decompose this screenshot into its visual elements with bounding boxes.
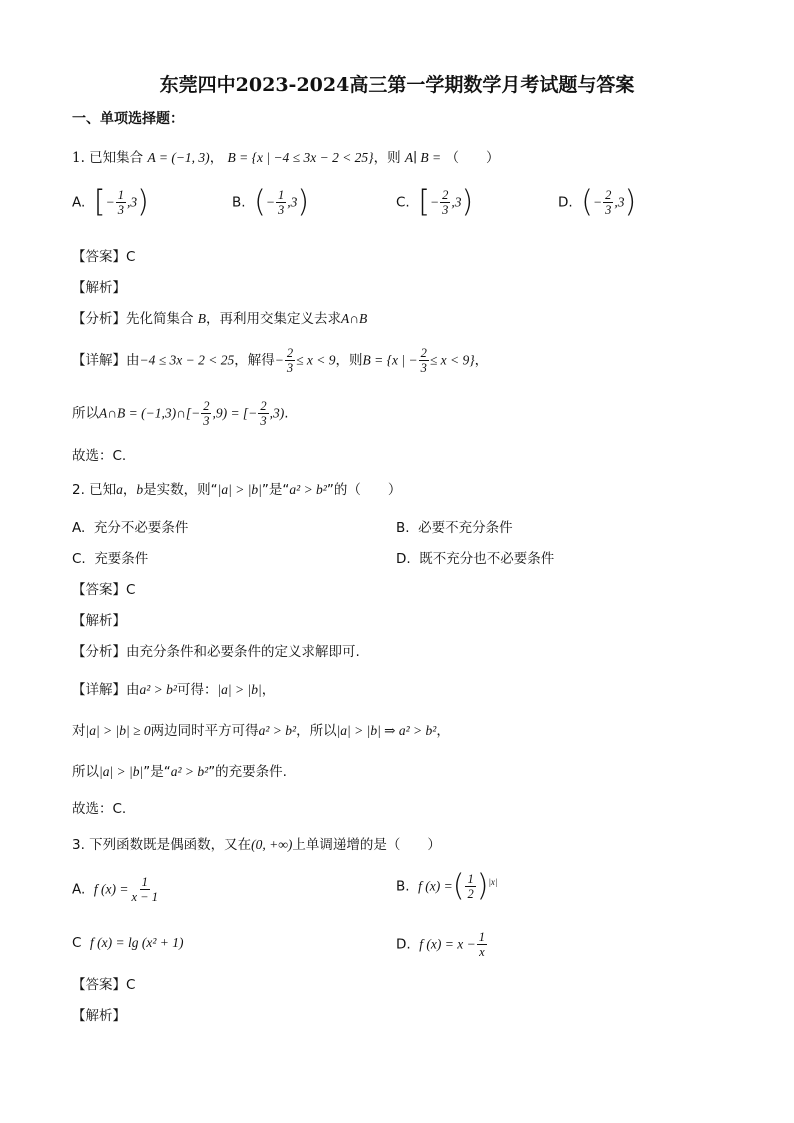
q3-option-a[interactable] — [72, 875, 161, 904]
q2-detail-b: 可得： — [176, 682, 218, 698]
q2-l2c: ，所以 — [296, 723, 337, 739]
frac-num: 1 — [278, 188, 285, 202]
option-label: D. — [396, 551, 411, 567]
option-label: A. — [72, 194, 86, 211]
option-label: C. — [72, 551, 86, 567]
q1-neg: − — [274, 352, 284, 368]
option-label: B. — [232, 194, 246, 211]
q3-b-frac — [465, 872, 475, 901]
q1-frac3 — [201, 399, 211, 428]
q3-a-frac — [129, 875, 159, 904]
option-tail: ,3 — [451, 194, 462, 210]
q2-detail-2 — [72, 719, 450, 739]
q1-jiede: ，解得 — [234, 352, 275, 369]
q2-cond2: a² > b² — [289, 482, 327, 497]
q2-option-d[interactable] — [396, 547, 554, 567]
q1-answer: 【答案】C — [72, 249, 136, 265]
q1-stem-text: 1. 已知集合 — [72, 150, 144, 166]
frac-num: 2 — [286, 346, 294, 360]
q1-bset-b: ≤ x < 9} — [429, 352, 475, 368]
option-tail: ,3 — [287, 194, 298, 210]
frac-num: 2 — [260, 399, 267, 413]
q1-paren: （ ） — [445, 150, 500, 166]
q3-option-c[interactable] — [72, 935, 184, 951]
frac-num: 2 — [605, 188, 612, 202]
frac-den: 3 — [260, 414, 267, 428]
q2-choose: 故选：C. — [72, 801, 127, 817]
paren-close: ) — [476, 868, 489, 904]
q3-stem-a: 3. 下列函数既是偶函数，又在 — [72, 837, 252, 853]
frac-num: 1 — [117, 188, 124, 202]
frac-num: 1 — [141, 875, 148, 889]
q3-option-b[interactable] — [396, 868, 498, 904]
q3-jiexi: 【解析】 — [72, 1008, 126, 1024]
q2-detail-a: 【详解】由 — [72, 682, 140, 698]
q3-b-exp: |x| — [488, 877, 498, 887]
page-title: 东莞四中2023-2024高三第一学期数学月考试题与答案 — [159, 74, 635, 96]
bracket-open: [ — [93, 184, 106, 220]
bracket-open: [ — [418, 184, 431, 220]
q2-l3b: ”是“ — [143, 764, 171, 780]
option-label: B. — [396, 520, 410, 536]
frac-den: 3 — [420, 361, 427, 375]
q2-l3expr: |a| > |b| — [99, 764, 144, 779]
frac-num: 2 — [203, 399, 210, 413]
q3-answer: 【答案】C — [72, 977, 136, 993]
q3-d-f: f (x) = x − — [419, 936, 476, 952]
option-sign: − — [105, 194, 115, 210]
q1-then: ，则 — [373, 150, 401, 166]
q1-detail — [72, 346, 488, 375]
q3-c-f: f (x) = lg (x² + 1) — [90, 935, 184, 950]
q1-frac2 — [419, 346, 429, 375]
q2-a: a — [116, 482, 123, 497]
q2-l3c: ”的充要条件. — [208, 764, 287, 780]
q1-ineq: −4 ≤ 3x − 2 < 25 — [139, 352, 235, 368]
frac-den: 2 — [467, 887, 474, 901]
option-tail: ,3 — [126, 194, 138, 210]
q1-detail-text: 【详解】由 — [72, 352, 140, 369]
q2-expr1: a² > b² — [139, 682, 177, 697]
q1-cap-b: ,9) = [− — [212, 405, 258, 421]
option-label: D. — [396, 936, 411, 953]
q2-l3expr2: a² > b² — [170, 764, 209, 779]
paren-open: ( — [452, 868, 465, 904]
frac-den: 3 — [117, 203, 124, 217]
option-frac — [603, 188, 613, 217]
q2-l2a: 对 — [72, 723, 86, 739]
q3-interval: (0, +∞) — [251, 837, 293, 852]
frac-num: 2 — [442, 188, 449, 202]
q1-set-b: B = {x | −4 ≤ 3x − 2 < 25} — [227, 150, 374, 165]
q1-ask: A∣ B = — [404, 150, 442, 165]
q2-l3a: 所以 — [72, 764, 99, 780]
frac-den: x − 1 — [131, 890, 158, 904]
q2-l2expr: |a| > |b| ≥ 0 — [85, 723, 151, 738]
q1-frac4 — [258, 399, 268, 428]
q2-detail-3 — [72, 760, 287, 780]
q2-option-b[interactable] — [396, 516, 513, 536]
frac-den: 3 — [278, 203, 285, 217]
q1-analysis-text: 【分析】先化简集合 — [72, 311, 194, 327]
q2-analysis: 【分析】由充分条件和必要条件的定义求解即可. — [72, 644, 360, 660]
q2-detail — [72, 678, 275, 698]
q1-lt9: ≤ x < 9 — [296, 352, 336, 368]
bracket-close: ) — [624, 184, 637, 220]
q1-comma: ， — [209, 150, 224, 166]
q3-d-frac — [477, 930, 487, 959]
frac-den: x — [479, 945, 485, 959]
q2-stem-b: ， — [122, 482, 137, 498]
q3-stem-b: 上单调递增的是（ ） — [292, 837, 441, 853]
frac-num: 1 — [467, 872, 474, 886]
q2-jiexi: 【解析】 — [72, 613, 126, 629]
q1-comma2: ， — [474, 352, 489, 369]
bracket-open: ( — [581, 184, 593, 220]
q1-period: . — [284, 405, 289, 422]
option-label: A. — [72, 881, 86, 898]
q2-l2b: 两边同时平方可得 — [150, 723, 259, 739]
q1-option-d[interactable] — [558, 184, 637, 220]
q1-choose: 故选：C. — [72, 448, 127, 464]
option-frac — [116, 188, 126, 217]
q2-stem-c: 是实数，则“ — [143, 482, 218, 498]
q2-l2d: ， — [436, 723, 450, 739]
q1-set-a: A = (−1, 3) — [147, 150, 210, 165]
option-label: C. — [396, 194, 410, 211]
q3-a-f: f (x) = — [93, 881, 129, 897]
q1-stem — [72, 146, 499, 166]
q2-detail-c: ， — [261, 682, 276, 698]
q1-analysis-end: A∩B — [341, 311, 368, 326]
q2-b: b — [136, 482, 144, 497]
option-sign: − — [265, 194, 275, 210]
q2-stem-e: ”的（ ） — [326, 482, 402, 498]
option-frac — [276, 188, 286, 217]
option-text: 充分不必要条件 — [93, 520, 189, 536]
option-label: A. — [72, 520, 86, 536]
option-sign: − — [430, 194, 440, 210]
q1-analysis-mid: ，再利用交集定义去求 — [206, 311, 342, 327]
q1-frac — [285, 346, 295, 375]
q1-analysis-b: B — [197, 311, 207, 326]
option-frac — [440, 188, 450, 217]
frac-den: 3 — [442, 203, 449, 217]
q2-option-a[interactable] — [72, 516, 188, 536]
q2-stem-d: ”是“ — [261, 482, 290, 498]
q2-stem-a: 2. 已知 — [72, 482, 117, 498]
q1-analysis — [72, 307, 367, 327]
frac-den: 3 — [286, 361, 294, 375]
q1-then-b: ，则 — [335, 352, 363, 369]
q2-expr2: |a| > |b| — [217, 682, 262, 697]
section-heading: 一、单项选择题： — [72, 111, 184, 127]
bracket-close: ) — [461, 184, 474, 220]
q1-jiexi: 【解析】 — [72, 280, 126, 296]
bracket-open: ( — [254, 184, 266, 220]
q2-answer: 【答案】C — [72, 582, 136, 598]
option-label: D. — [558, 194, 573, 211]
q2-l2expr2: a² > b² — [258, 723, 297, 738]
q1-cap-a: A∩B = (−1,3)∩[− — [99, 405, 201, 421]
option-tail: ,3 — [614, 194, 625, 210]
q1-bset-a: B = {x | − — [362, 352, 418, 368]
option-label: C — [72, 935, 82, 951]
frac-num: 1 — [478, 930, 485, 944]
q1-option-b[interactable] — [232, 184, 310, 220]
option-text: 充要条件 — [94, 551, 149, 567]
option-text: 既不充分也不必要条件 — [419, 551, 555, 567]
q2-cond: |a| > |b| — [217, 482, 262, 497]
q1-option-a[interactable] — [72, 184, 149, 220]
bracket-close: ) — [297, 184, 310, 220]
option-text: 必要不充分条件 — [418, 520, 513, 536]
q2-l2expr3: |a| > |b| ⇒ a² > b² — [336, 723, 437, 738]
q3-b-f: f (x) = — [418, 878, 453, 894]
q3-option-d[interactable] — [396, 930, 488, 959]
q1-suoyi: 所以 — [72, 405, 99, 422]
q3-stem — [72, 833, 441, 853]
q1-option-c[interactable] — [396, 184, 474, 220]
frac-den: 3 — [605, 203, 612, 217]
bracket-close: ) — [137, 184, 149, 220]
option-sign: − — [593, 194, 603, 210]
q1-result — [72, 399, 288, 428]
q1-cap-c: ,3) — [269, 405, 285, 421]
option-label: B. — [396, 878, 410, 895]
q2-stem — [72, 478, 401, 498]
frac-num: 2 — [420, 346, 427, 360]
q2-option-c[interactable] — [72, 547, 148, 567]
frac-den: 3 — [203, 414, 210, 428]
